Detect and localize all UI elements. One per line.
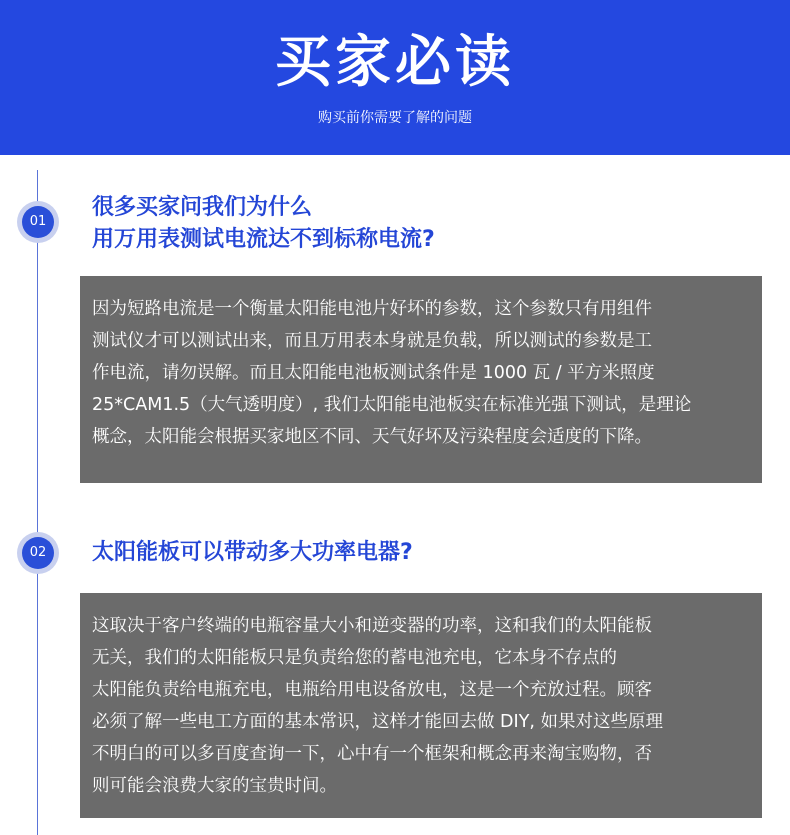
faq-answer-line: 太阳能负责给电瓶充电，电瓶给用电设备放电，这是一个充放过程。顾客 <box>92 680 652 700</box>
page-title: 买家必读 <box>275 30 515 95</box>
faq-answer-02 <box>80 593 762 818</box>
page-header <box>0 0 790 155</box>
faq-answer-line: 则可能会浪费大家的宝贵时间。 <box>92 776 337 796</box>
faq-answer-line: 25*CAM1.5（大气透明度）, 我们太阳能电池板实在标准光强下测试，是理论 <box>92 395 692 415</box>
faq-answer-line: 概念，太阳能会根据买家地区不同、天气好坏及污染程度会适度的下降。 <box>92 427 652 447</box>
page-subtitle: 购买前你需要了解的问题 <box>318 110 472 126</box>
faq-question-line: 太阳能板可以带动多大功率电器? <box>92 540 413 565</box>
timeline-line <box>37 170 38 835</box>
faq-question-01 <box>92 192 435 256</box>
faq-question-02 <box>92 537 413 569</box>
faq-number-badge-02: 02 <box>22 537 54 569</box>
faq-answer-line: 测试仪才可以测试出来，而且万用表本身就是负载，所以测试的参数是工 <box>92 331 652 351</box>
faq-answer-line: 无关，我们的太阳能板只是负责给您的蓄电池充电，它本身不存点的 <box>92 648 617 668</box>
faq-answer-line: 因为短路电流是一个衡量太阳能电池片好坏的参数，这个参数只有用组件 <box>92 299 652 319</box>
faq-question-line: 很多买家问我们为什么 <box>92 195 313 220</box>
faq-answer-line: 不明白的可以多百度查询一下，心中有一个框架和概念再来淘宝购物，否 <box>92 744 652 764</box>
faq-answer-line: 作电流，请勿误解。而且太阳能电池板测试条件是 1000 瓦 / 平方米照度 <box>92 363 655 383</box>
faq-answer-01 <box>80 276 762 483</box>
faq-answer-line: 必须了解一些电工方面的基本常识，这样才能回去做 DIY, 如果对这些原理 <box>92 712 664 732</box>
faq-number-badge-01: 01 <box>22 206 54 238</box>
faq-answer-line: 这取决于客户终端的电瓶容量大小和逆变器的功率，这和我们的太阳能板 <box>92 616 652 636</box>
faq-question-line: 用万用表测试电流达不到标称电流? <box>92 227 435 252</box>
